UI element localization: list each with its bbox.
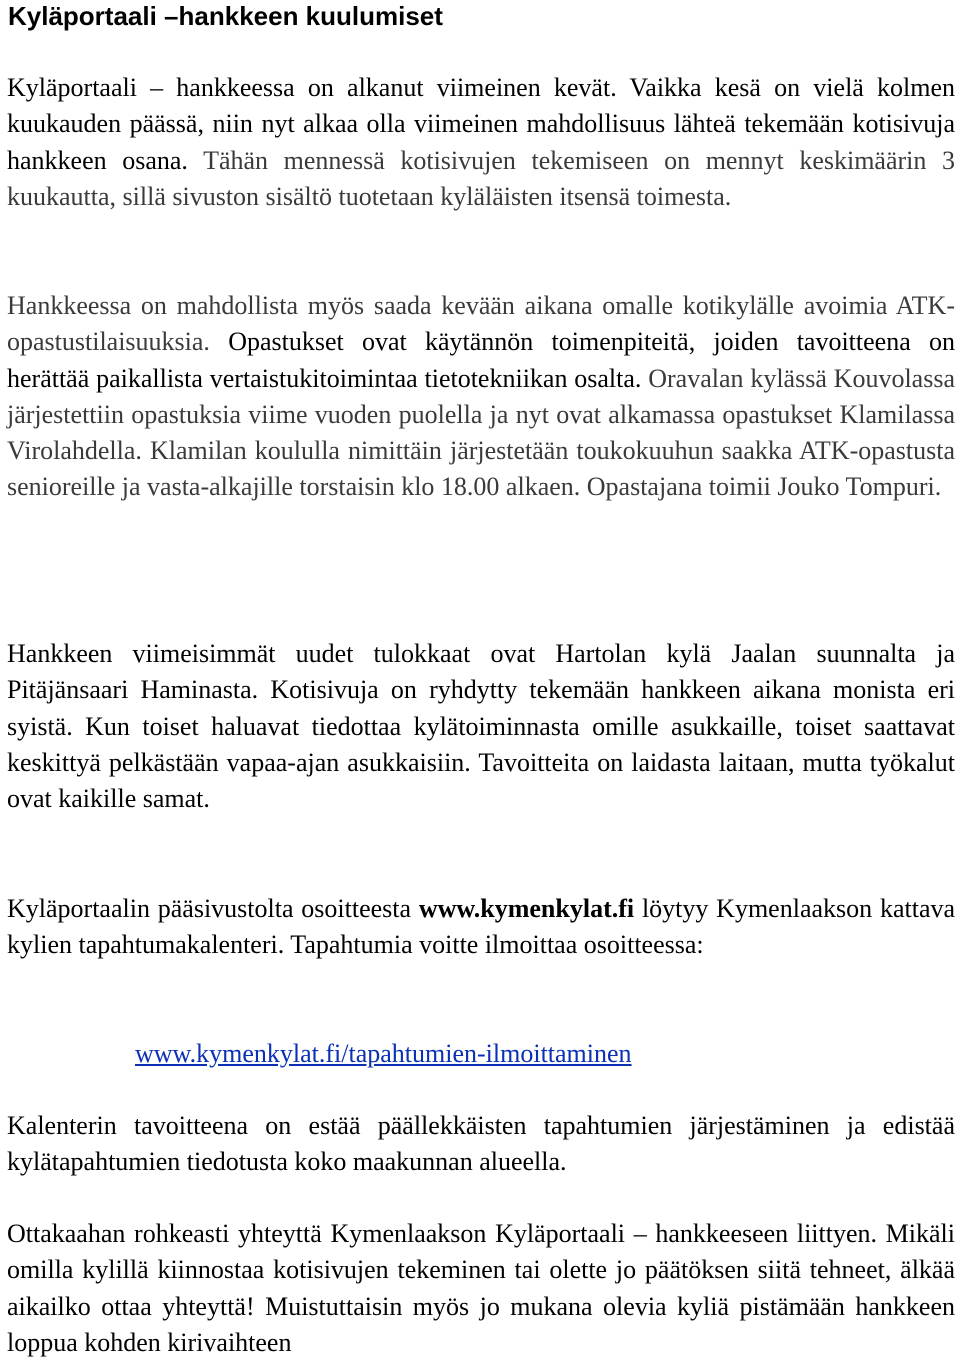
- site-address: www.kymenkylat.fi: [418, 894, 635, 923]
- paragraph-6: Ottakaahan rohkeasti yhteyttä Kymenlaakson Kyläportaali – hankkeeseen liittyen. Mikäli omilla kylillä kiinnostaa kotisivujen tekeminen tai olette jo päätöksen siitä tehneet, älkää aikailko ottaa yhteyttä! Muistuttaisin myös jo mukana olevia kyliä pistämään hankkeen loppua kohden kirivaihteen: [7, 1219, 955, 1357]
- paragraph-2: [7, 288, 955, 506]
- paragraph-5: Kalenterin tavoitteena on estää päällekkäisten tapahtumien järjestäminen ja edistää kylätapahtumien tiedotusta koko maakunnan alueella.: [7, 1111, 955, 1177]
- paragraph-2-sentence-3: Oravalan kylässä Kouvolassa järjestettiin opastuksia viime vuoden puolella ja nyt ovat alkamassa opastukset Klamilassa Virolahdella.: [7, 363, 955, 466]
- paragraph-4: [7, 891, 955, 964]
- paragraph-3-sentence-2: Kotisivuja on ryhdytty tekemään hankkeen aikana monista eri syistä. Kun toiset haluavat tiedottaa kylätoiminnasta omille asukkaille, toiset saattavat keskittyä pelkästään vapaa-ajan asukkaisiin. Tavoitteita on laidasta laitaan, mutta työkalut ovat kaikille samat.: [7, 675, 955, 814]
- event-submission-link[interactable]: www.kymenkylat.fi/tapahtumien-ilmoittaminen: [135, 1039, 632, 1068]
- paragraph-4-before: Kyläportaalin pääsivustolta osoitteesta: [7, 894, 412, 923]
- paragraph-3-sentence-1: Hankkeen viimeisimmät uudet tulokkaat ovat Hartolan kylä Jaalan suunnalta ja Pitäjänsaari Haminasta.: [7, 639, 955, 705]
- paragraph-4-after: löytyy Kymenlaakson kattava kylien tapahtumakalenteri. Tapahtumia voitte ilmoittaa osoitteessa:: [7, 894, 956, 960]
- paragraph-2-sentence-2: Opastukset ovat käytännön toimenpiteitä, joiden tavoitteena on herättää paikallista vertaistukitoimintaa tietotekniikan osalta.: [7, 327, 955, 393]
- paragraph-3: [7, 636, 955, 817]
- paragraph-1-sentence-2: Tähän mennessä kotisivujen tekemiseen on mennyt keskimäärin 3 kuukautta, sillä sivuston sisältö tuotetaan kyläläisten itsensä toimesta.: [7, 145, 955, 211]
- paragraph-1-sentence-1: Kyläportaali – hankkeessa on alkanut viimeinen kevät. Vaikka kesä on vielä kolmen kuukauden päässä, niin nyt alkaa olla viimeinen mahdollisuus lähteä tekemään kotisivuja hankkeen osana.: [7, 73, 955, 175]
- page-title: Kyläportaali –hankkeen kuulumiset: [8, 1, 443, 31]
- paragraph-1: [7, 70, 955, 215]
- paragraph-2-sentence-1: Hankkeessa on mahdollista myös saada kevään aikana omalle kotikylälle avoimia ATK-opastustilaisuuksia.: [7, 291, 955, 357]
- paragraph-2-sentence-4: Klamilan koululla nimittäin järjestetään toukokuuhun saakka ATK-opastusta senioreille ja vasta-alkajille torstaisin klo 18.00 alkaen. Opastajana toimii Jouko Tompuri.: [7, 436, 956, 502]
